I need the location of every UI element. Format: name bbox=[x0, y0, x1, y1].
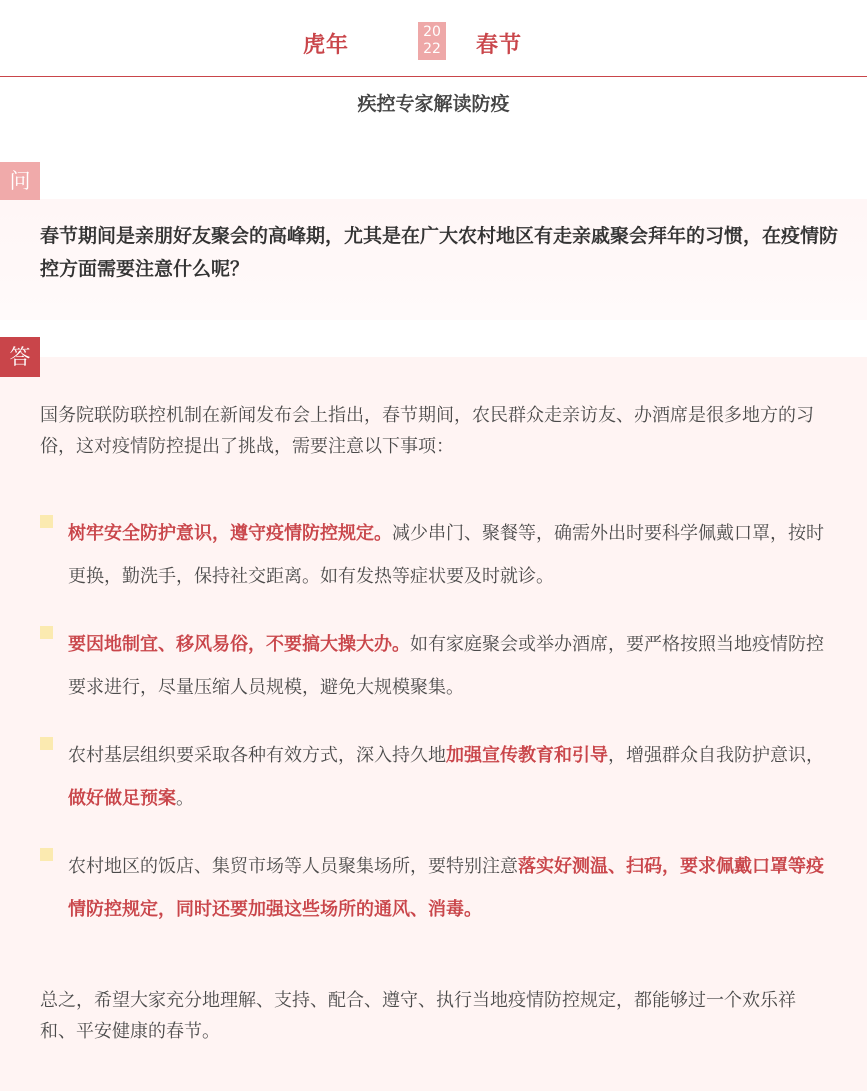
bullet-text bbox=[68, 623, 830, 709]
year-top: 20 bbox=[423, 24, 441, 40]
list-item bbox=[40, 512, 830, 598]
bullet-marker bbox=[40, 626, 53, 639]
list-item bbox=[40, 734, 830, 820]
answer-intro: 国务院联防联控机制在新闻发布会上指出，春节期间，农民群众走亲访友、办酒席是很多地方的习俗，这对疫情防控提出了挑战，需要注意以下事项： bbox=[40, 405, 814, 457]
answer-summary: 总之，希望大家充分地理解、支持、配合、遵守、执行当地疫情防控规定，都能够过一个欢乐祥和、平安健康的春节。 bbox=[40, 990, 796, 1042]
bullet-highlight: 要因地制宜、移风易俗，不要搞大操大办。 bbox=[68, 634, 410, 655]
list-item bbox=[40, 623, 830, 709]
header-right-title: 春节 bbox=[476, 33, 523, 58]
question-badge: 问 bbox=[0, 162, 40, 200]
header bbox=[0, 0, 867, 77]
bullet-text-part: ，增强群众自我防护意识， bbox=[608, 745, 824, 766]
bullet-highlight: 落实好测温、扫码，要求佩戴口罩等疫情防控规定，同时还要加强这些场所的通风、消毒。 bbox=[68, 856, 824, 920]
bullet-highlight: 树牢安全防护意识，遵守疫情防控规定。 bbox=[68, 523, 392, 544]
bullet-text bbox=[68, 512, 830, 598]
bullet-marker bbox=[40, 515, 53, 528]
bullet-text-part: 农村地区的饭店、集贸市场等人员聚集场所，要特别注意 bbox=[68, 856, 518, 877]
year-badge bbox=[418, 22, 446, 60]
bullet-highlight: 做好做足预案 bbox=[68, 788, 176, 809]
answer-badge: 答 bbox=[0, 337, 40, 377]
bullet-text bbox=[68, 845, 830, 931]
bullet-highlight: 加强宣传教育和引导 bbox=[446, 745, 608, 766]
list-item bbox=[40, 845, 830, 931]
bullet-text-part: 。 bbox=[176, 788, 194, 809]
bullet-text-part: 如有家庭聚会或举办酒席，要严格按照当地疫情防控要求进行，尽量压缩人员规模，避免大规模聚集。 bbox=[68, 634, 824, 698]
year-bottom: 22 bbox=[423, 41, 441, 57]
bullet-text-part: 农村基层组织要采取各种有效方式，深入持久地 bbox=[68, 745, 446, 766]
header-left-title: 虎年 bbox=[303, 33, 350, 58]
question-text: 春节期间是亲朋好友聚会的高峰期，尤其是在广大农村地区有走亲戚聚会拜年的习惯，在疫情防控方面需要注意什么呢？ bbox=[40, 225, 839, 280]
bullet-marker bbox=[40, 737, 53, 750]
bullet-text bbox=[68, 734, 830, 820]
answer-panel bbox=[0, 357, 867, 1091]
page-subtitle: 疾控专家解读防疫 bbox=[357, 93, 510, 115]
bullet-marker bbox=[40, 848, 53, 861]
bullet-text-part: 减少串门、聚餐等，确需外出时要科学佩戴口罩，按时更换，勤洗手，保持社交距离。如有发热等症状要及时就诊。 bbox=[68, 523, 824, 587]
